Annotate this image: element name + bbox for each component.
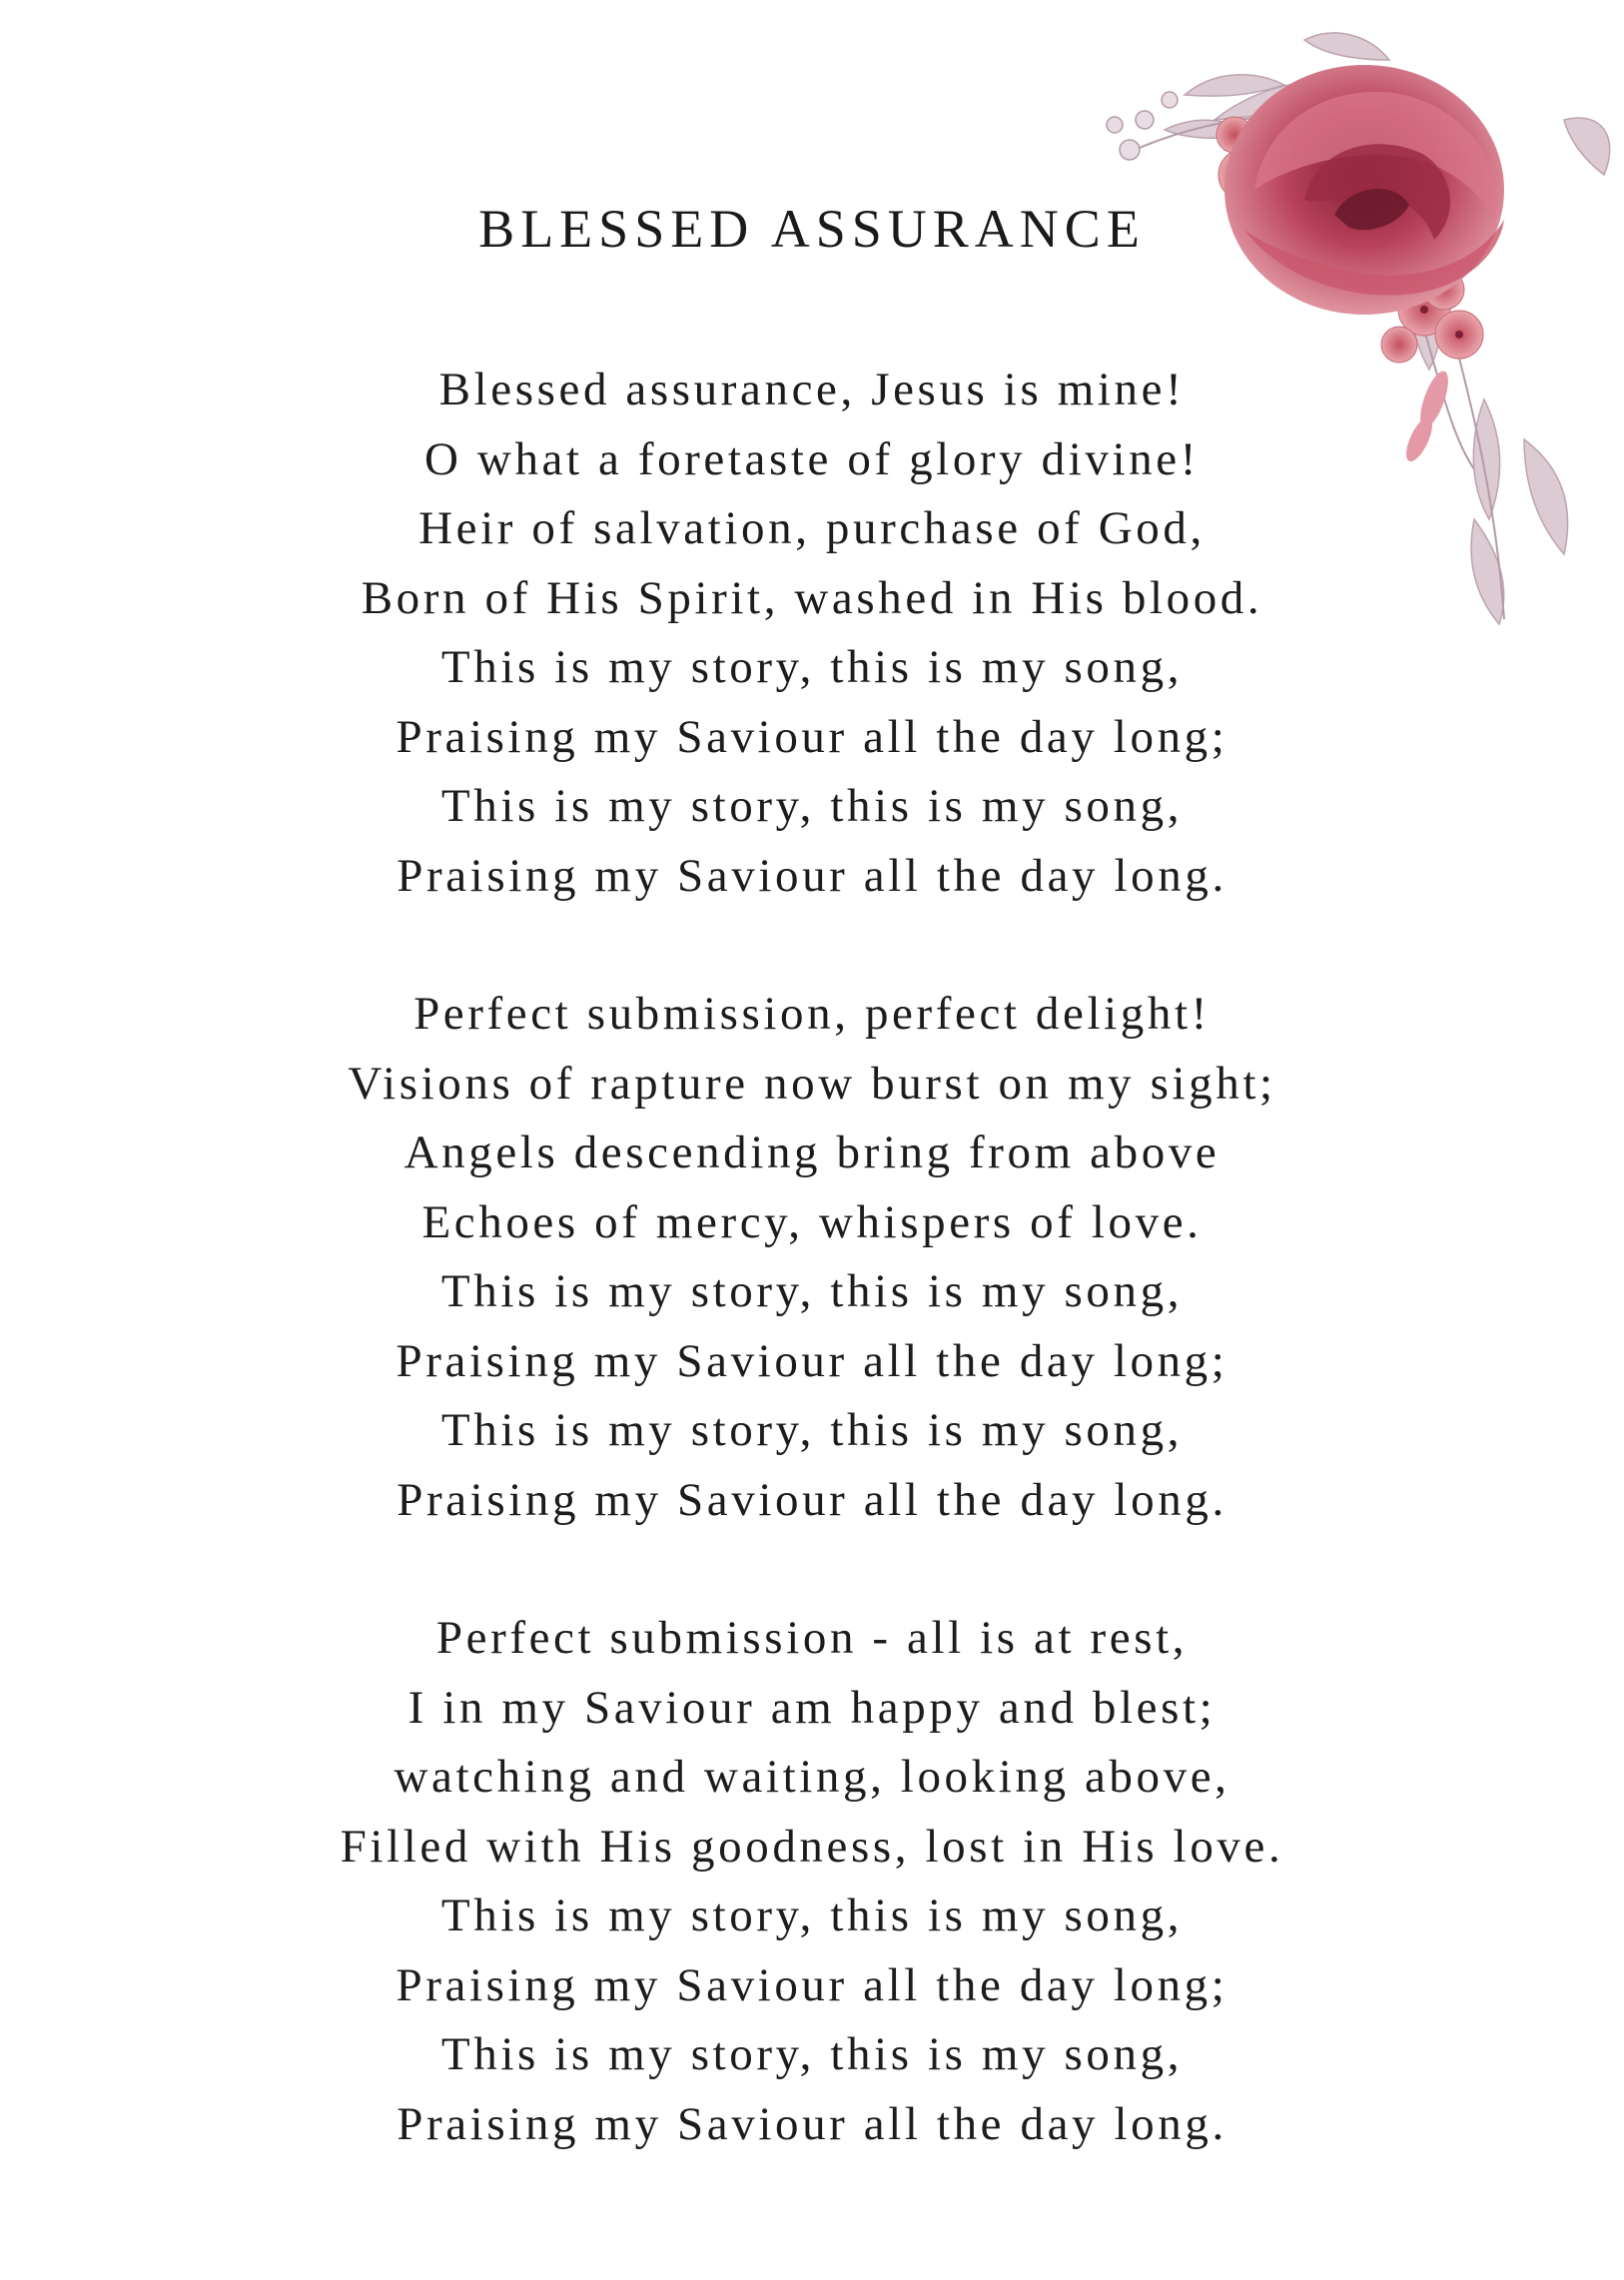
verse-line: Visions of rapture now burst on my sight; [348,1057,1276,1110]
verse-line: Praising my Saviour all the day long. [397,1473,1227,1526]
verse-line: Praising my Saviour all the day long; [396,1334,1228,1387]
verse-line: This is my story, this is my song, [440,641,1184,693]
verse-line: Heir of salvation, purchase of God, [418,502,1206,554]
verse-line: Angels descending bring from above [404,1127,1220,1178]
verse-line: This is my story, this is my song, [440,1890,1184,1941]
verse-line: Perfect submission - all is at rest, [435,1612,1189,1664]
stanza-3 [0,1604,1624,2159]
verse-line: Perfect submission, perfect delight! [413,988,1211,1040]
stanza-1 [0,356,1624,911]
verse-line: Praising my Saviour all the day long. [397,849,1227,902]
poem-title: BLESSED ASSURANCE [478,199,1146,259]
verse-line: Blessed assurance, Jesus is mine! [438,364,1186,415]
verse-line: watching and waiting, looking above, [394,1751,1230,1803]
verse-line: I in my Saviour am happy and blest; [407,1681,1217,1734]
verse-line: This is my story, this is my song, [440,1404,1184,1456]
verse-line: This is my story, this is my song, [440,2028,1184,2080]
stanza-2 [0,980,1624,1535]
verse-line: O what a foretaste of glory divine! [424,432,1200,485]
verse-line: Born of His Spirit, washed in His blood. [361,571,1263,624]
verse-line: This is my story, this is my song, [440,1265,1184,1317]
verse-line: This is my story, this is my song, [440,780,1184,832]
verse-line: Praising my Saviour all the day long; [396,710,1228,763]
verse-line: Filled with His goodness, lost in His love. [340,1820,1284,1873]
verse-line: Echoes of mercy, whispers of love. [421,1195,1203,1248]
verse-line: Praising my Saviour all the day long. [397,2097,1227,2150]
poem-body [0,356,1624,2228]
verse-line: Praising my Saviour all the day long; [396,1958,1228,2011]
